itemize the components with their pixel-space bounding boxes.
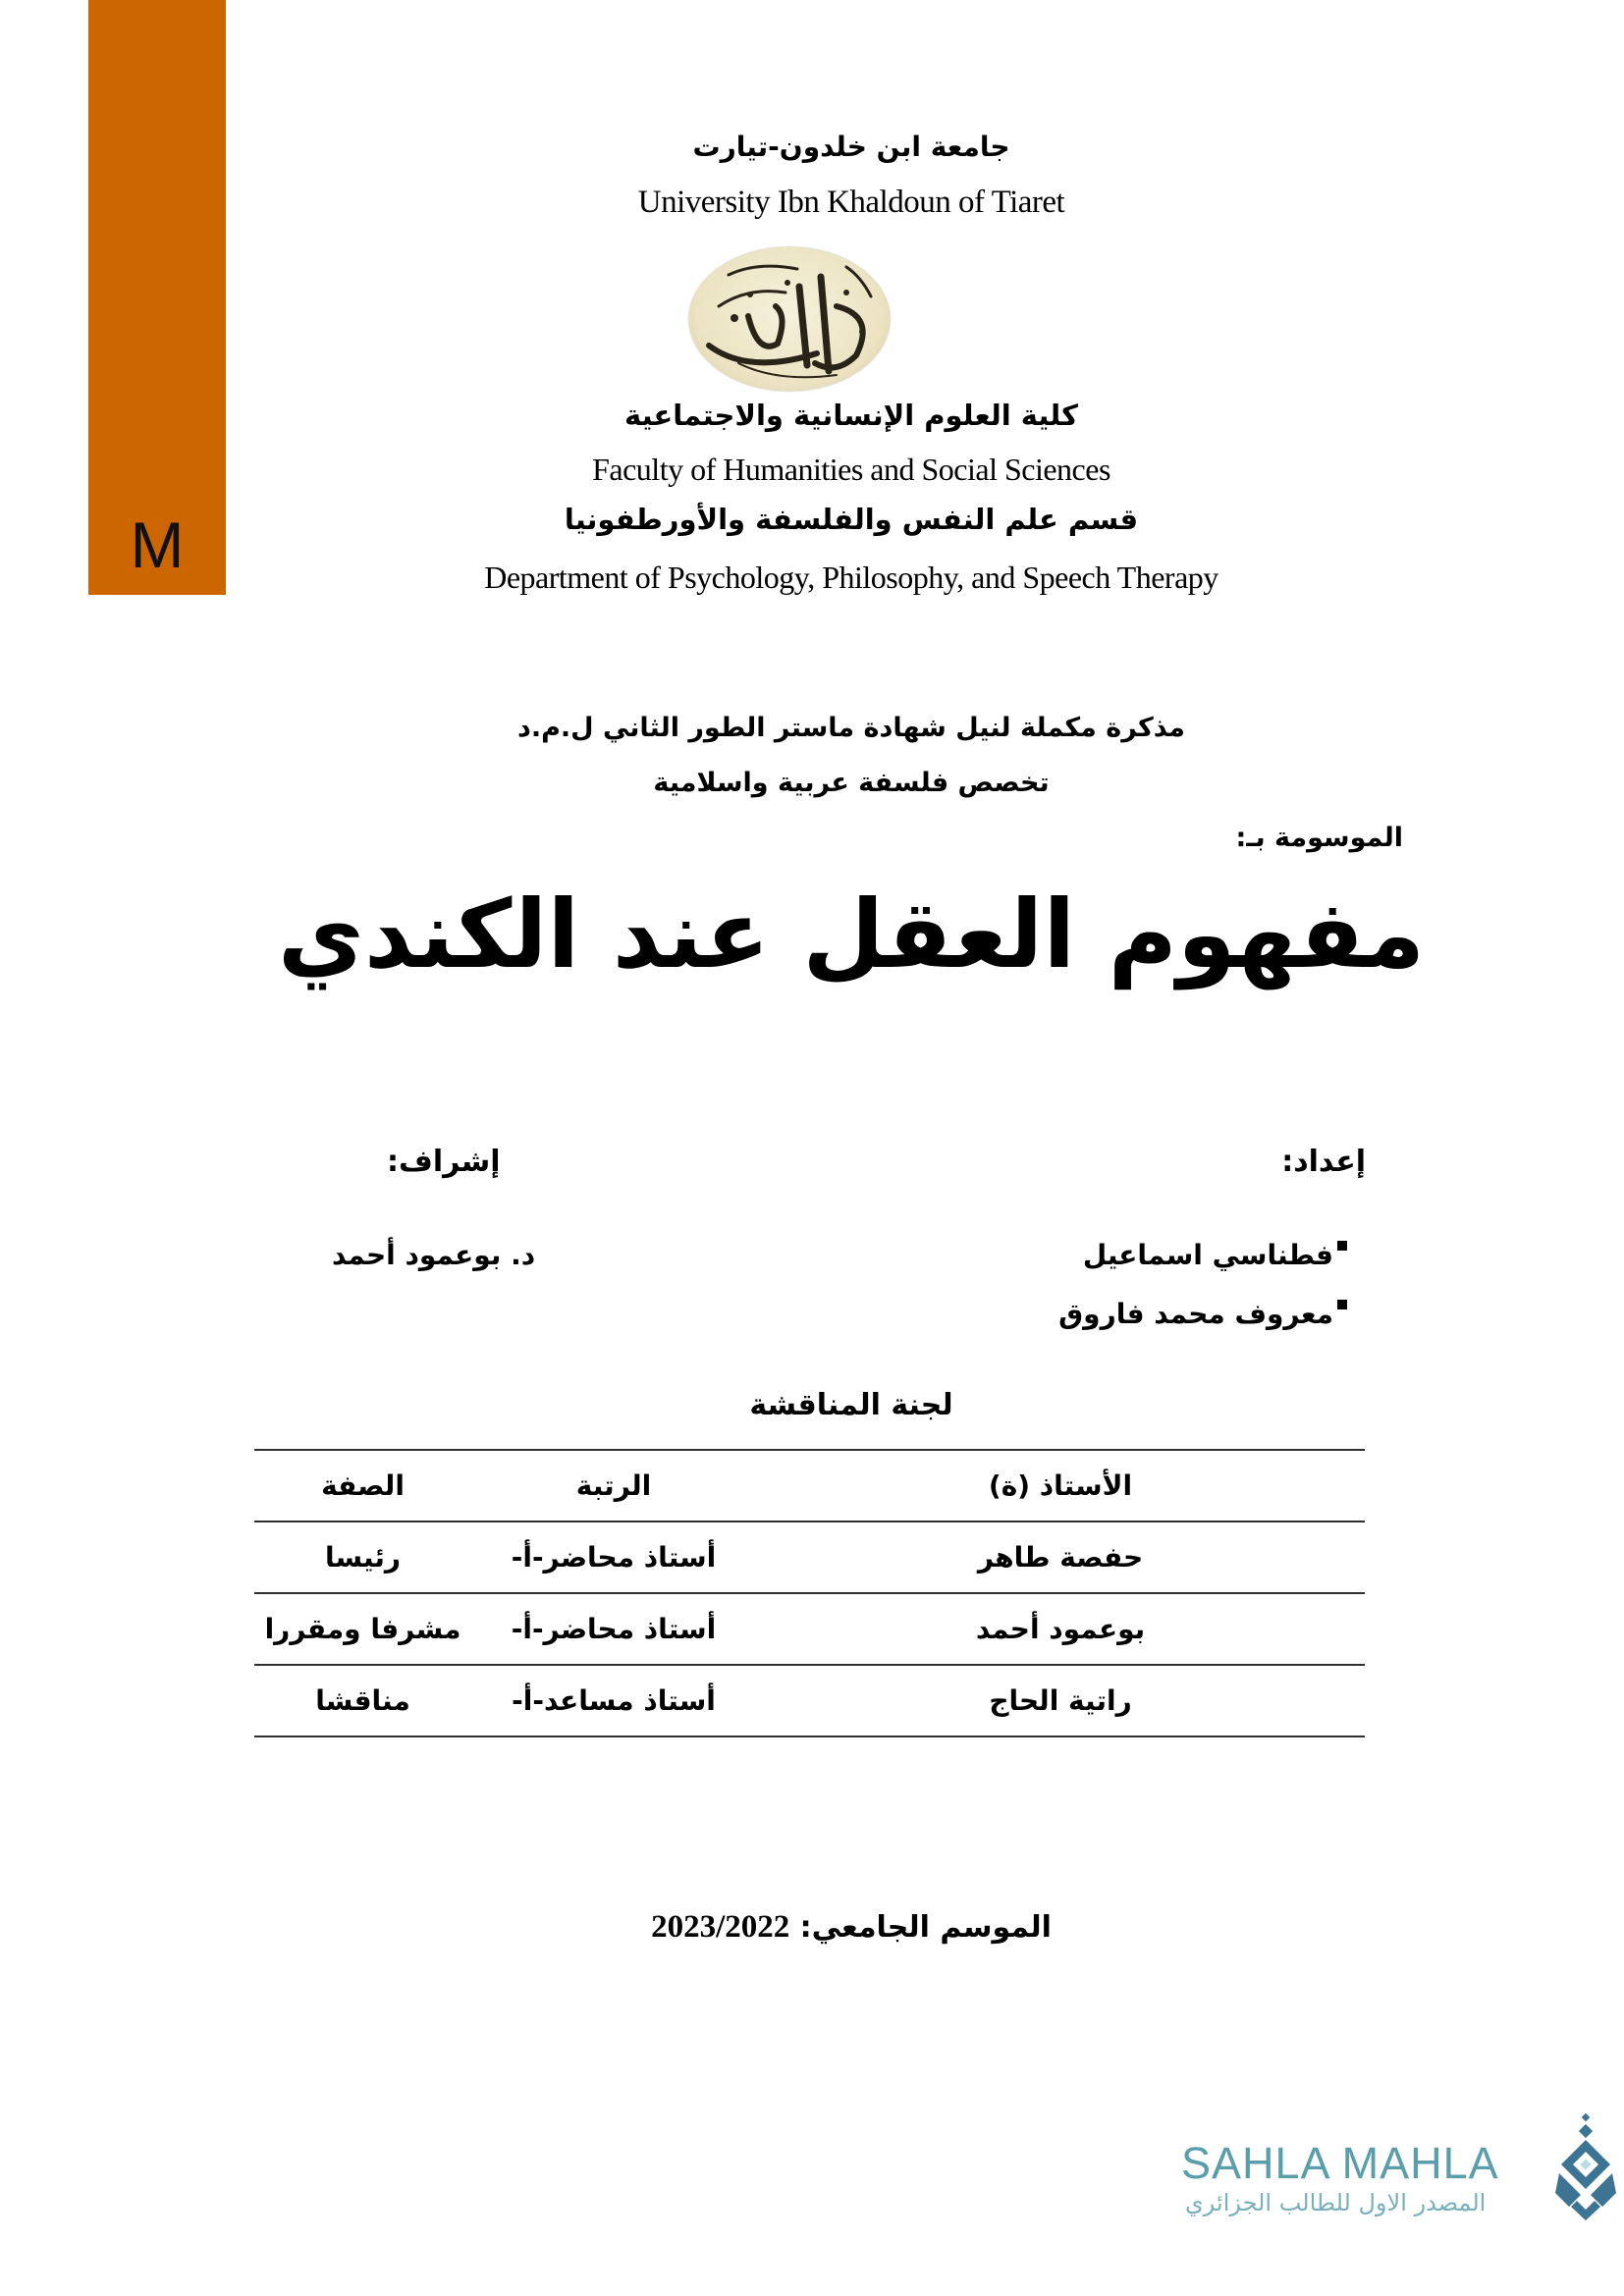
thesis-specialty: تخصص فلسفة عربية واسلامية [653, 768, 1050, 798]
table-header-row [254, 1450, 1365, 1522]
square-bullet-icon [1337, 1300, 1347, 1309]
member-rank: أستاذ محاضر-أ- [471, 1522, 756, 1593]
header-role: الصفة [254, 1450, 471, 1522]
committee-table [254, 1449, 1365, 1737]
student-name: فطناسي اسماعيل [1083, 1239, 1347, 1271]
faculty-name-ar: كلية العلوم الإنسانية والاجتماعية [624, 399, 1078, 432]
committee-title: لجنة المناقشة [749, 1388, 953, 1422]
thesis-degree-line: مذكرة مكملة لنيل شهادة ماستر الطور الثاني ل.م.د [516, 713, 1186, 743]
member-name: حفصة طاهر [756, 1522, 1365, 1593]
member-rank: أستاذ محاضر-أ- [471, 1593, 756, 1665]
member-role: رئيسا [254, 1522, 471, 1593]
table-row [254, 1593, 1365, 1665]
header-name: الأستاذ (ة) [756, 1450, 1365, 1522]
academic-year-label: الموسم الجامعي: [789, 1910, 1052, 1945]
supervision-label: إشراف: [387, 1145, 501, 1179]
member-name: بوعمود أحمد [756, 1593, 1365, 1665]
watermark-subtitle: المصدر الاول للطالب الجزائري [1185, 2189, 1487, 2216]
department-name-ar: قسم علم النفس والفلسفة والأورطفونيا [564, 503, 1139, 536]
supervisor-name: د. بوعمود أحمد [332, 1239, 536, 1271]
table-row [254, 1522, 1365, 1593]
student-name: معروف محمد فاروق [1058, 1298, 1347, 1330]
member-name: راتية الحاج [756, 1665, 1365, 1736]
university-seal-icon [689, 247, 890, 391]
academic-year-value: 2023/2022 [651, 1909, 790, 1945]
thesis-title: مفهوم العقل عند الكندي [277, 880, 1426, 989]
faculty-name-en: Faculty of Humanities and Social Sciences [592, 452, 1110, 487]
table-row [254, 1665, 1365, 1736]
sahla-mahla-watermark [1173, 2109, 1624, 2226]
member-rank: أستاذ مساعد-أ- [471, 1665, 756, 1736]
square-bullet-icon [1337, 1241, 1347, 1251]
member-role: مشرفا ومقررا [254, 1593, 471, 1665]
member-role: مناقشا [254, 1665, 471, 1736]
academic-year [98, 1909, 1604, 1946]
sahla-mahla-logo-icon [1551, 2112, 1620, 2222]
header-rank: الرتبة [471, 1450, 756, 1522]
sidebar-tag-letter: M [130, 508, 185, 581]
department-name-en: Department of Psychology, Philosophy, and Speech Therapy [484, 560, 1218, 595]
titled-by-label: الموسومة بـ: [1235, 823, 1403, 853]
prepared-by-label: إعداد: [1281, 1145, 1366, 1179]
university-name-en: University Ibn Khaldoun of Tiaret [637, 185, 1065, 220]
university-name-ar: جامعة ابن خلدون-تيارت [692, 131, 1010, 163]
watermark-name: SAHLA MAHLA [1181, 2138, 1499, 2188]
